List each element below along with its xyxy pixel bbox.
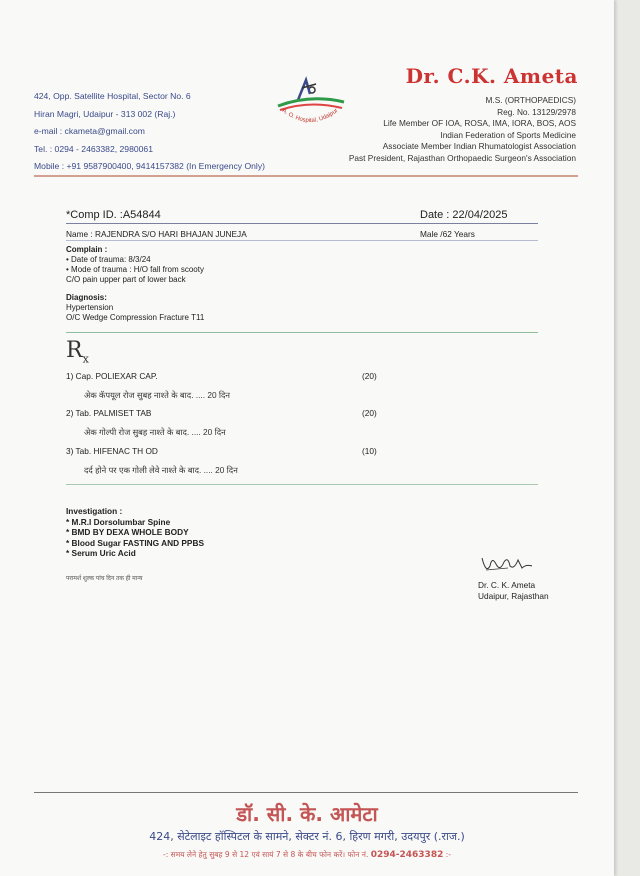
qualification-line: Indian Federation of Sports Medicine — [440, 129, 576, 140]
header-divider — [34, 175, 578, 177]
complain-line: • Mode of trauma : H/O fall from scooty — [66, 265, 204, 274]
divider — [66, 223, 538, 224]
rx-letter: R — [66, 338, 83, 363]
footer-phone: 0294-2463382 — [370, 850, 444, 860]
diagnosis-line: Hypertension — [66, 303, 114, 312]
qualification-line: Life Member OF IOA, ROSA, IMA, IORA, BOS, AOS — [383, 118, 576, 128]
divider — [66, 240, 538, 241]
footer-timing-end: :- — [445, 850, 451, 859]
medicine-quantity: (10) — [362, 446, 377, 456]
complain-heading: Complain : — [66, 245, 108, 254]
medicine-name: 2) Tab. PALMISET TAB — [66, 408, 152, 418]
diagnosis-section — [66, 293, 204, 323]
qualification-line: M.S. (ORTHOPAEDICS) — [485, 95, 576, 105]
logo-text: A. O. Hospital, Udaipur — [280, 107, 340, 125]
complain-line: • Date of trauma: 8/3/24 — [66, 255, 151, 264]
footer-doctor-name: डॉ. सी. के. आमेटा — [236, 802, 378, 826]
doctor-qualifications — [349, 95, 576, 164]
rx-subscript: x — [82, 352, 89, 366]
medicine-instruction: दर्द होने पर एक गोली लेवे नाश्ते के बाद. .... 20 दिन — [84, 465, 238, 475]
qualification-line: Past President, Rajasthan Orthopaedic Surgeon's Association — [348, 152, 576, 163]
footer-address: 424, सेटेलाइट हॉस्पिटल के सामने, सेक्टर नं. 6, हिरण मगरी, उदयपुर (.राज.) — [149, 830, 465, 843]
medicine-instruction: अेक गोल्पी रोज सुबह नाश्ते के बाद. .... 20 दिन — [84, 427, 226, 437]
complain-section — [66, 245, 204, 285]
patient-name: Name : RAJENDRA S/O HARI BHAJAN JUNEJA — [66, 229, 247, 239]
comp-id: *Comp ID. :A54844 — [66, 209, 161, 221]
signer-block — [478, 580, 549, 602]
investigation-item: * Serum Uric Acid — [66, 548, 136, 558]
medicine-name: 1) Cap. POLIEXAR CAP. — [66, 371, 158, 381]
divider — [66, 332, 538, 333]
investigation-section — [66, 506, 204, 559]
investigation-heading: Investigation : — [66, 506, 123, 516]
email-line: e-mail : ckameta@gmail.com — [34, 126, 145, 136]
investigation-item: * BMD BY DEXA WHOLE BODY — [66, 527, 189, 537]
telephone-line: Tel. : 0294 - 2463382, 2980061 — [34, 143, 153, 154]
address-line: 424, Opp. Satellite Hospital, Sector No. 6 — [34, 91, 191, 101]
footer-divider — [34, 792, 578, 793]
investigation-item: * Blood Sugar FASTING AND PPBS — [66, 537, 204, 548]
diagnosis-line: O/C Wedge Compression Fracture T11 — [66, 313, 205, 322]
footer-timing — [0, 850, 614, 860]
signer-place: Udaipur, Rajasthan — [478, 591, 549, 601]
signer-name: Dr. C. K. Ameta — [478, 580, 536, 590]
rx-symbol — [66, 338, 89, 365]
hospital-logo-icon — [268, 68, 352, 138]
diagnosis-heading: Diagnosis: — [66, 293, 107, 302]
complain-line: C/O pain upper part of lower back — [66, 275, 186, 284]
medicine-name: 3) Tab. HIFENAC TH OD — [66, 446, 158, 456]
medicine-instruction: अेक कॅपयूल रोज सुबह नाश्ते के बाद. .... 20 दिन — [84, 390, 231, 400]
patient-gender-age: Male /62 Years — [420, 229, 475, 239]
qualification-line: Associate Member Indian Rhumatologist Association — [382, 141, 576, 151]
investigation-item: * M.R.I Dorsolumbar Spine — [66, 516, 171, 527]
clinic-address — [34, 88, 265, 176]
medicine-quantity: (20) — [362, 371, 377, 381]
qualification-line: Reg. No. 13129/2978 — [497, 106, 576, 117]
fee-validity-note: परामर्श शुल्क पांच दिन तक ही मान्य — [66, 576, 143, 582]
medicine-quantity: (20) — [362, 408, 377, 418]
signature-icon — [478, 552, 534, 578]
prescription-date: Date : 22/04/2025 — [420, 209, 508, 221]
doctor-name: Dr. C.K. Ameta — [405, 64, 578, 88]
mobile-line: Mobile : +91 9587900400, 9414157382 (In Emergency Only) — [34, 161, 265, 171]
footer-timing-text: -: समय लेने हेतु सुबह 9 से 12 एवं सायं 7 से 8 के बीच फोन करें। फोन नं. — [163, 850, 369, 859]
divider — [66, 484, 538, 485]
address-line: Hiran Magri, Udaipur - 313 002 (Raj.) — [34, 108, 176, 119]
